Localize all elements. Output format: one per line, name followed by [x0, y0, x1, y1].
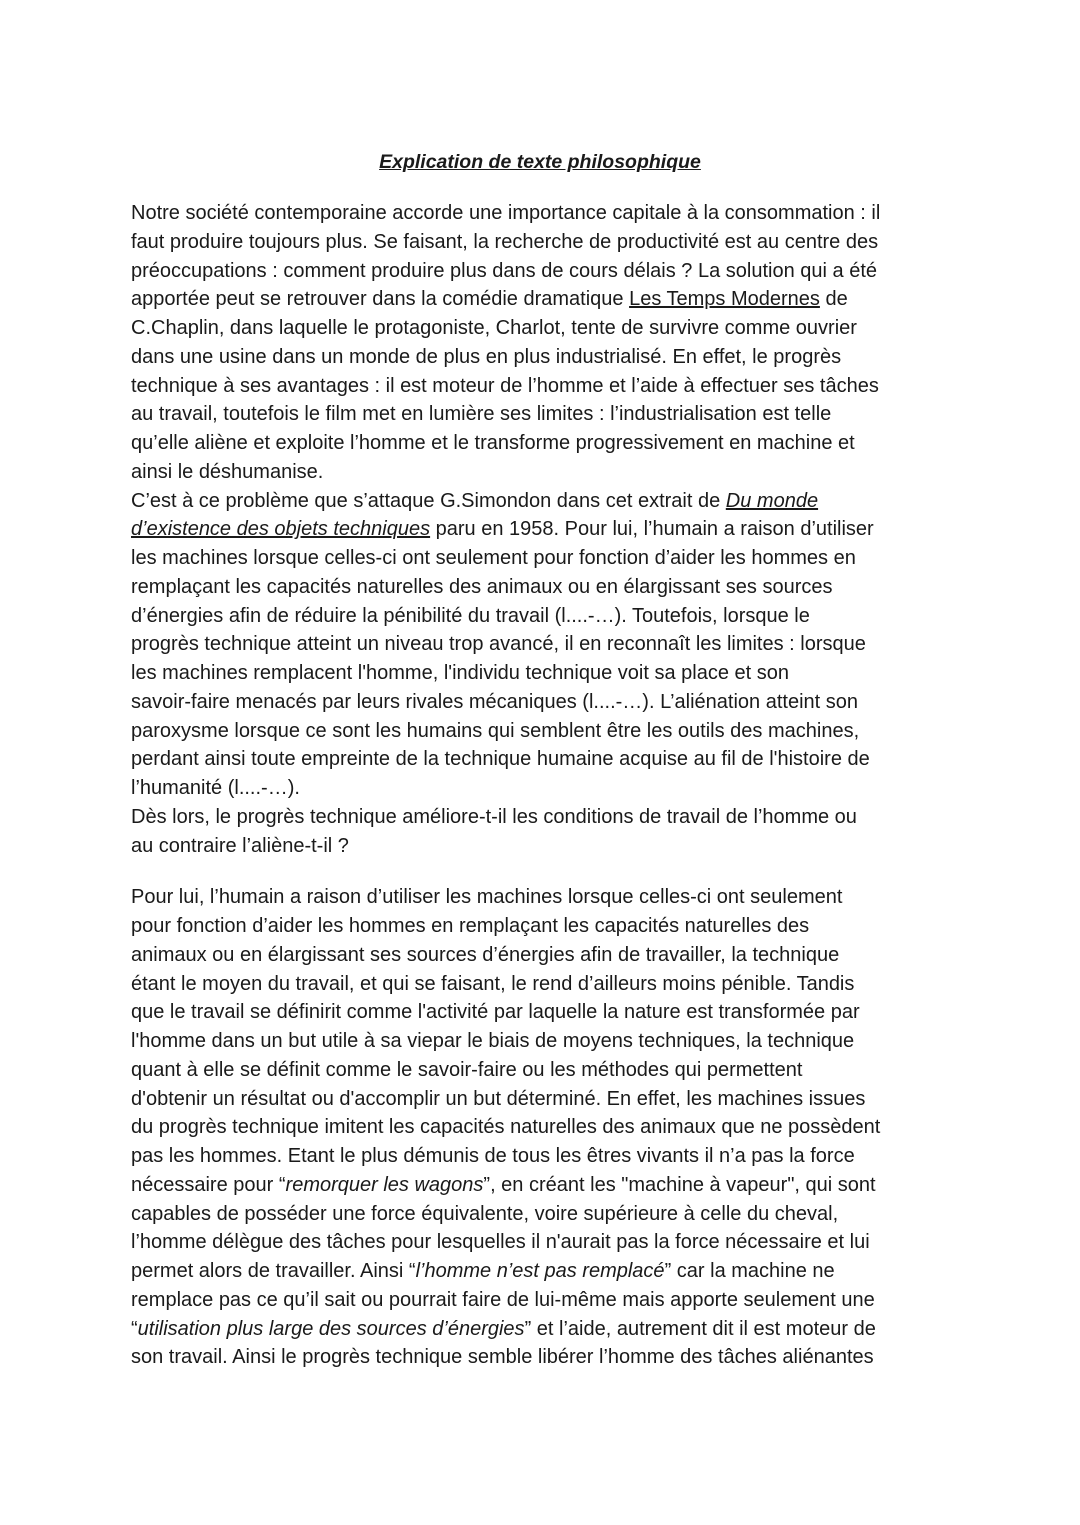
text-line	[131, 832, 971, 861]
paragraph	[131, 199, 971, 860]
text-line	[131, 630, 971, 659]
text-line	[131, 803, 971, 832]
quotation: l’homme n’est pas remplacé	[415, 1260, 665, 1282]
text-segment: ”, en créant les "machine à vapeur", qui sont	[483, 1173, 876, 1196]
paragraph-gap	[131, 860, 971, 883]
text-segment: au contraire l’aliène-t-il ?	[131, 834, 349, 857]
text-segment: étant le moyen du travail, et qui se faisant, le rend d’ailleurs moins pénible. Tandis	[131, 972, 855, 995]
book-title: d’existence des objets techniques	[131, 518, 431, 541]
text-line	[131, 774, 971, 803]
text-segment: ” et l’aide, autrement dit il est moteur de	[524, 1317, 876, 1340]
text-line	[131, 487, 971, 516]
text-segment: C.Chaplin, dans laquelle le protagoniste, Charlot, tente de survivre comme ouvrier	[131, 317, 857, 339]
text-segment: apportée peut se retrouver dans la comédie dramatique	[131, 288, 630, 311]
text-segment: faut produire toujours plus. Se faisant, la recherche de productivité est au centre des	[131, 230, 879, 253]
text-line	[131, 1286, 971, 1315]
text-line	[131, 602, 971, 631]
text-line	[131, 343, 971, 372]
text-segment: l’homme délègue des tâches pour lesquelles il n'aurait pas la force nécessaire et lui	[131, 1231, 870, 1254]
text-segment: préoccupations : comment produire plus dans de cours délais ? La solution qui a été	[131, 259, 878, 282]
text-line	[131, 717, 971, 746]
text-line	[131, 970, 971, 999]
text-segment: son travail. Ainsi le progrès technique semble libérer l’homme des tâches aliénantes	[131, 1346, 874, 1369]
text-segment: animaux ou en élargissant ses sources d’énergies afin de travailler, la technique	[131, 943, 840, 966]
text-line	[131, 1056, 971, 1085]
text-segment: d’énergies afin de réduire la pénibilité du travail (l....-…). Toutefois, lorsque le	[131, 604, 810, 627]
text-segment: qu’elle aliène et exploite l’homme et le transforme progressivement en machine et	[131, 432, 855, 454]
text-segment: “	[131, 1317, 138, 1340]
text-line	[131, 400, 971, 429]
text-segment: remplaçant les capacités naturelles des animaux ou en élargissant ses sources	[131, 575, 833, 598]
text-segment: les machines lorsque celles-ci ont seulement pour fonction d’aider les hommes en	[131, 547, 856, 569]
text-line	[131, 998, 971, 1027]
text-segment: permet alors de travailler. Ainsi “	[131, 1260, 416, 1282]
text-line	[131, 314, 971, 343]
text-line	[131, 1343, 971, 1372]
text-line	[131, 1200, 971, 1229]
text-segment: d'obtenir un résultat ou d'accomplir un but déterminé. En effet, les machines issues	[131, 1087, 866, 1110]
document-title: Explication de texte philosophique	[379, 151, 701, 173]
text-segment: les machines remplacent l'homme, l'individu technique voit sa place et son	[131, 662, 789, 684]
text-line	[131, 1257, 971, 1286]
text-segment: perdant ainsi toute empreinte de la technique humaine acquise au fil de l'histoire de	[131, 748, 870, 771]
text-segment: Pour lui, l’humain a raison d’utiliser les machines lorsque celles-ci ont seulement	[131, 886, 843, 909]
text-segment: pas les hommes. Etant le plus démunis de tous les êtres vivants il n’a pas la force	[131, 1145, 855, 1167]
text-line	[131, 515, 971, 544]
text-line	[131, 1113, 971, 1142]
text-line	[131, 1085, 971, 1114]
text-line	[131, 883, 971, 912]
text-segment: nécessaire pour “	[131, 1173, 286, 1196]
text-segment: ainsi le déshumanise.	[131, 460, 324, 483]
text-segment: progrès technique atteint un niveau trop avancé, il en reconnaît les limites : lorsque	[131, 633, 866, 656]
text-line	[131, 1171, 971, 1200]
film-title: Les Temps Modernes	[629, 288, 820, 311]
quotation: utilisation plus large des sources d’énergies	[137, 1317, 525, 1340]
text-segment: remplace pas ce qu’il sait ou pourrait faire de lui-même mais apporte seulement une	[131, 1288, 875, 1311]
text-line	[131, 285, 971, 314]
text-segment: paru en 1958. Pour lui, l’humain a raison d’utiliser	[430, 518, 874, 541]
text-line	[131, 1142, 971, 1171]
text-segment: l'homme dans un but utile à sa viepar le biais de moyens techniques, la technique	[131, 1030, 855, 1052]
document-body	[131, 199, 971, 1372]
text-segment: Dès lors, le progrès technique améliore-t-il les conditions de travail de l’homme ou	[131, 805, 857, 828]
text-line	[131, 544, 971, 573]
quotation: remorquer les wagons	[285, 1173, 484, 1196]
text-line	[131, 1027, 971, 1056]
text-segment: pour fonction d’aider les hommes en remplaçant les capacités naturelles des	[131, 915, 810, 937]
text-line	[131, 372, 971, 401]
text-line	[131, 228, 971, 257]
text-segment: ” car la machine ne	[664, 1260, 835, 1282]
text-segment: quant à elle se définit comme le savoir-faire ou les méthodes qui permettent	[131, 1058, 803, 1081]
text-line	[131, 573, 971, 602]
text-segment: du progrès technique imitent les capacités naturelles des animaux que ne possèdent	[131, 1116, 881, 1139]
text-line	[131, 941, 971, 970]
text-segment: technique à ses avantages : il est moteur de l’homme et l’aide à effectuer ses tâches	[131, 374, 879, 397]
paragraph	[131, 883, 971, 1372]
text-line	[131, 1315, 971, 1344]
book-title: Du monde	[725, 489, 819, 512]
text-line	[131, 429, 971, 458]
text-line	[131, 199, 971, 228]
text-segment: que le travail se définirit comme l'activité par laquelle la nature est transformée par	[131, 1001, 860, 1024]
text-line	[131, 688, 971, 717]
text-line	[131, 912, 971, 941]
text-line	[131, 458, 971, 487]
text-line	[131, 659, 971, 688]
text-segment: C’est à ce problème que s’attaque G.Simondon dans cet extrait de	[131, 489, 726, 512]
text-line	[131, 1228, 971, 1257]
text-line	[131, 745, 971, 774]
text-segment: l’humanité (l....-…).	[131, 777, 300, 799]
text-segment: Notre société contemporaine accorde une importance capitale à la consommation : il	[131, 202, 881, 224]
text-segment: dans une usine dans un monde de plus en plus industrialisé. En effet, le progrès	[131, 345, 842, 368]
text-segment: capables de posséder une force équivalente, voire supérieure à celle du cheval,	[131, 1202, 839, 1225]
text-segment: au travail, toutefois le film met en lumière ses limites : l’industrialisation est telle	[131, 403, 832, 426]
text-segment: de	[819, 288, 848, 311]
text-segment: savoir-faire menacés par leurs rivales mécaniques (l....-…). L’aliénation atteint son	[131, 690, 858, 713]
text-segment: paroxysme lorsque ce sont les humains qui semblent être les outils des machines,	[131, 719, 860, 742]
text-line	[131, 257, 971, 286]
